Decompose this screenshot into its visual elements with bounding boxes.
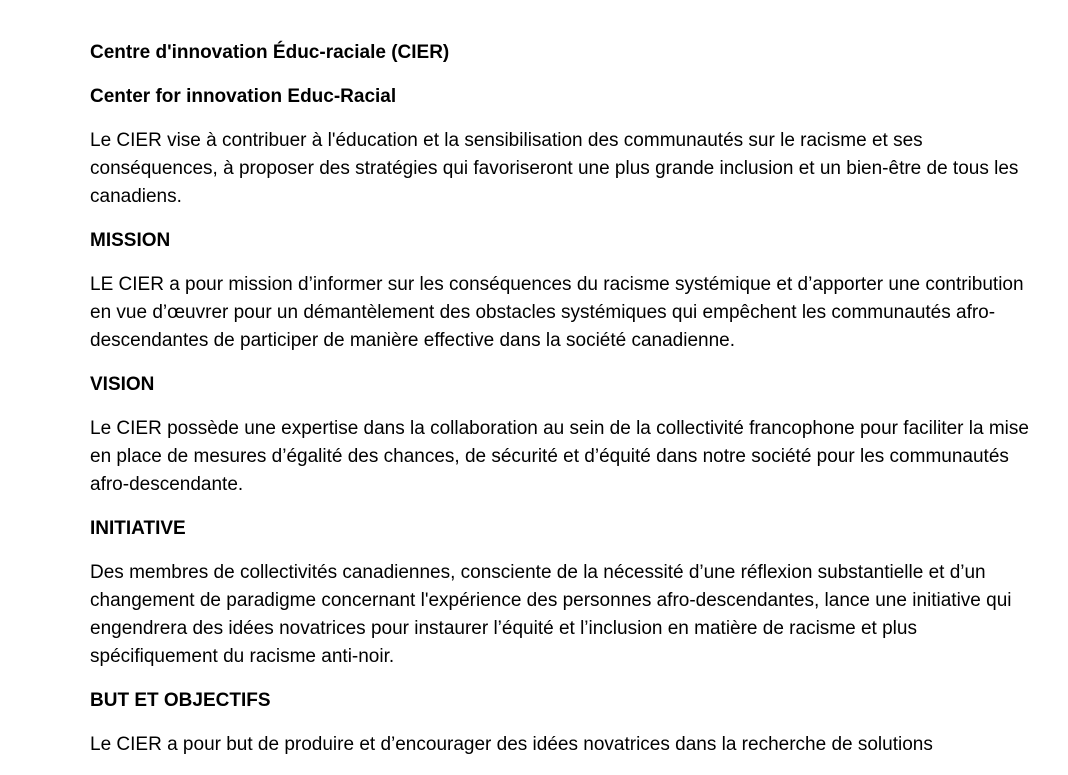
- goals-paragraph: Le CIER a pour but de produire et d’encourager des idées novatrices dans la recherche de solutions: [90, 734, 933, 755]
- mission-heading: MISSION: [90, 230, 171, 251]
- initiative-paragraph: Des membres de collectivités canadiennes, consciente de la nécessité d’une réflexion substantielle et d’un changement de paradigme concernant l'expérience des personnes afro-descendantes, lance une initiative qui engendrera des idées novatrices pour instaurer l’équité et l’inclusion en matière de racisme et plus spécifiquement du racisme anti-noir.: [90, 562, 1012, 667]
- vision-paragraph: Le CIER possède une expertise dans la collaboration au sein de la collectivité francophone pour faciliter la mise en place de mesures d’égalité des chances, de sécurité et d’équité dans notre société pour les communautés afro-descendante.: [90, 418, 1029, 495]
- vision-heading: VISION: [90, 374, 155, 395]
- intro-paragraph: Le CIER vise à contribuer à l'éducation et la sensibilisation des communautés sur le racisme et ses conséquences, à proposer des stratégies qui favoriseront une plus grande inclusion et un bien-être de tous les canadiens.: [90, 130, 1019, 207]
- mission-paragraph: LE CIER a pour mission d’informer sur les conséquences du racisme systémique et d’apporter une contribution en vue d’œuvrer pour un démantèlement des obstacles systémiques qui empêchent les communautés afro-descendantes de participer de manière effective dans la société canadienne.: [90, 274, 1024, 351]
- document-title-fr: Centre d'innovation Éduc-raciale (CIER): [90, 42, 450, 63]
- document-page: [90, 39, 1040, 775]
- initiative-heading: INITIATIVE: [90, 518, 186, 539]
- document-title-en: Center for innovation Educ-Racial: [90, 86, 397, 107]
- goals-heading: BUT ET OBJECTIFS: [90, 690, 271, 711]
